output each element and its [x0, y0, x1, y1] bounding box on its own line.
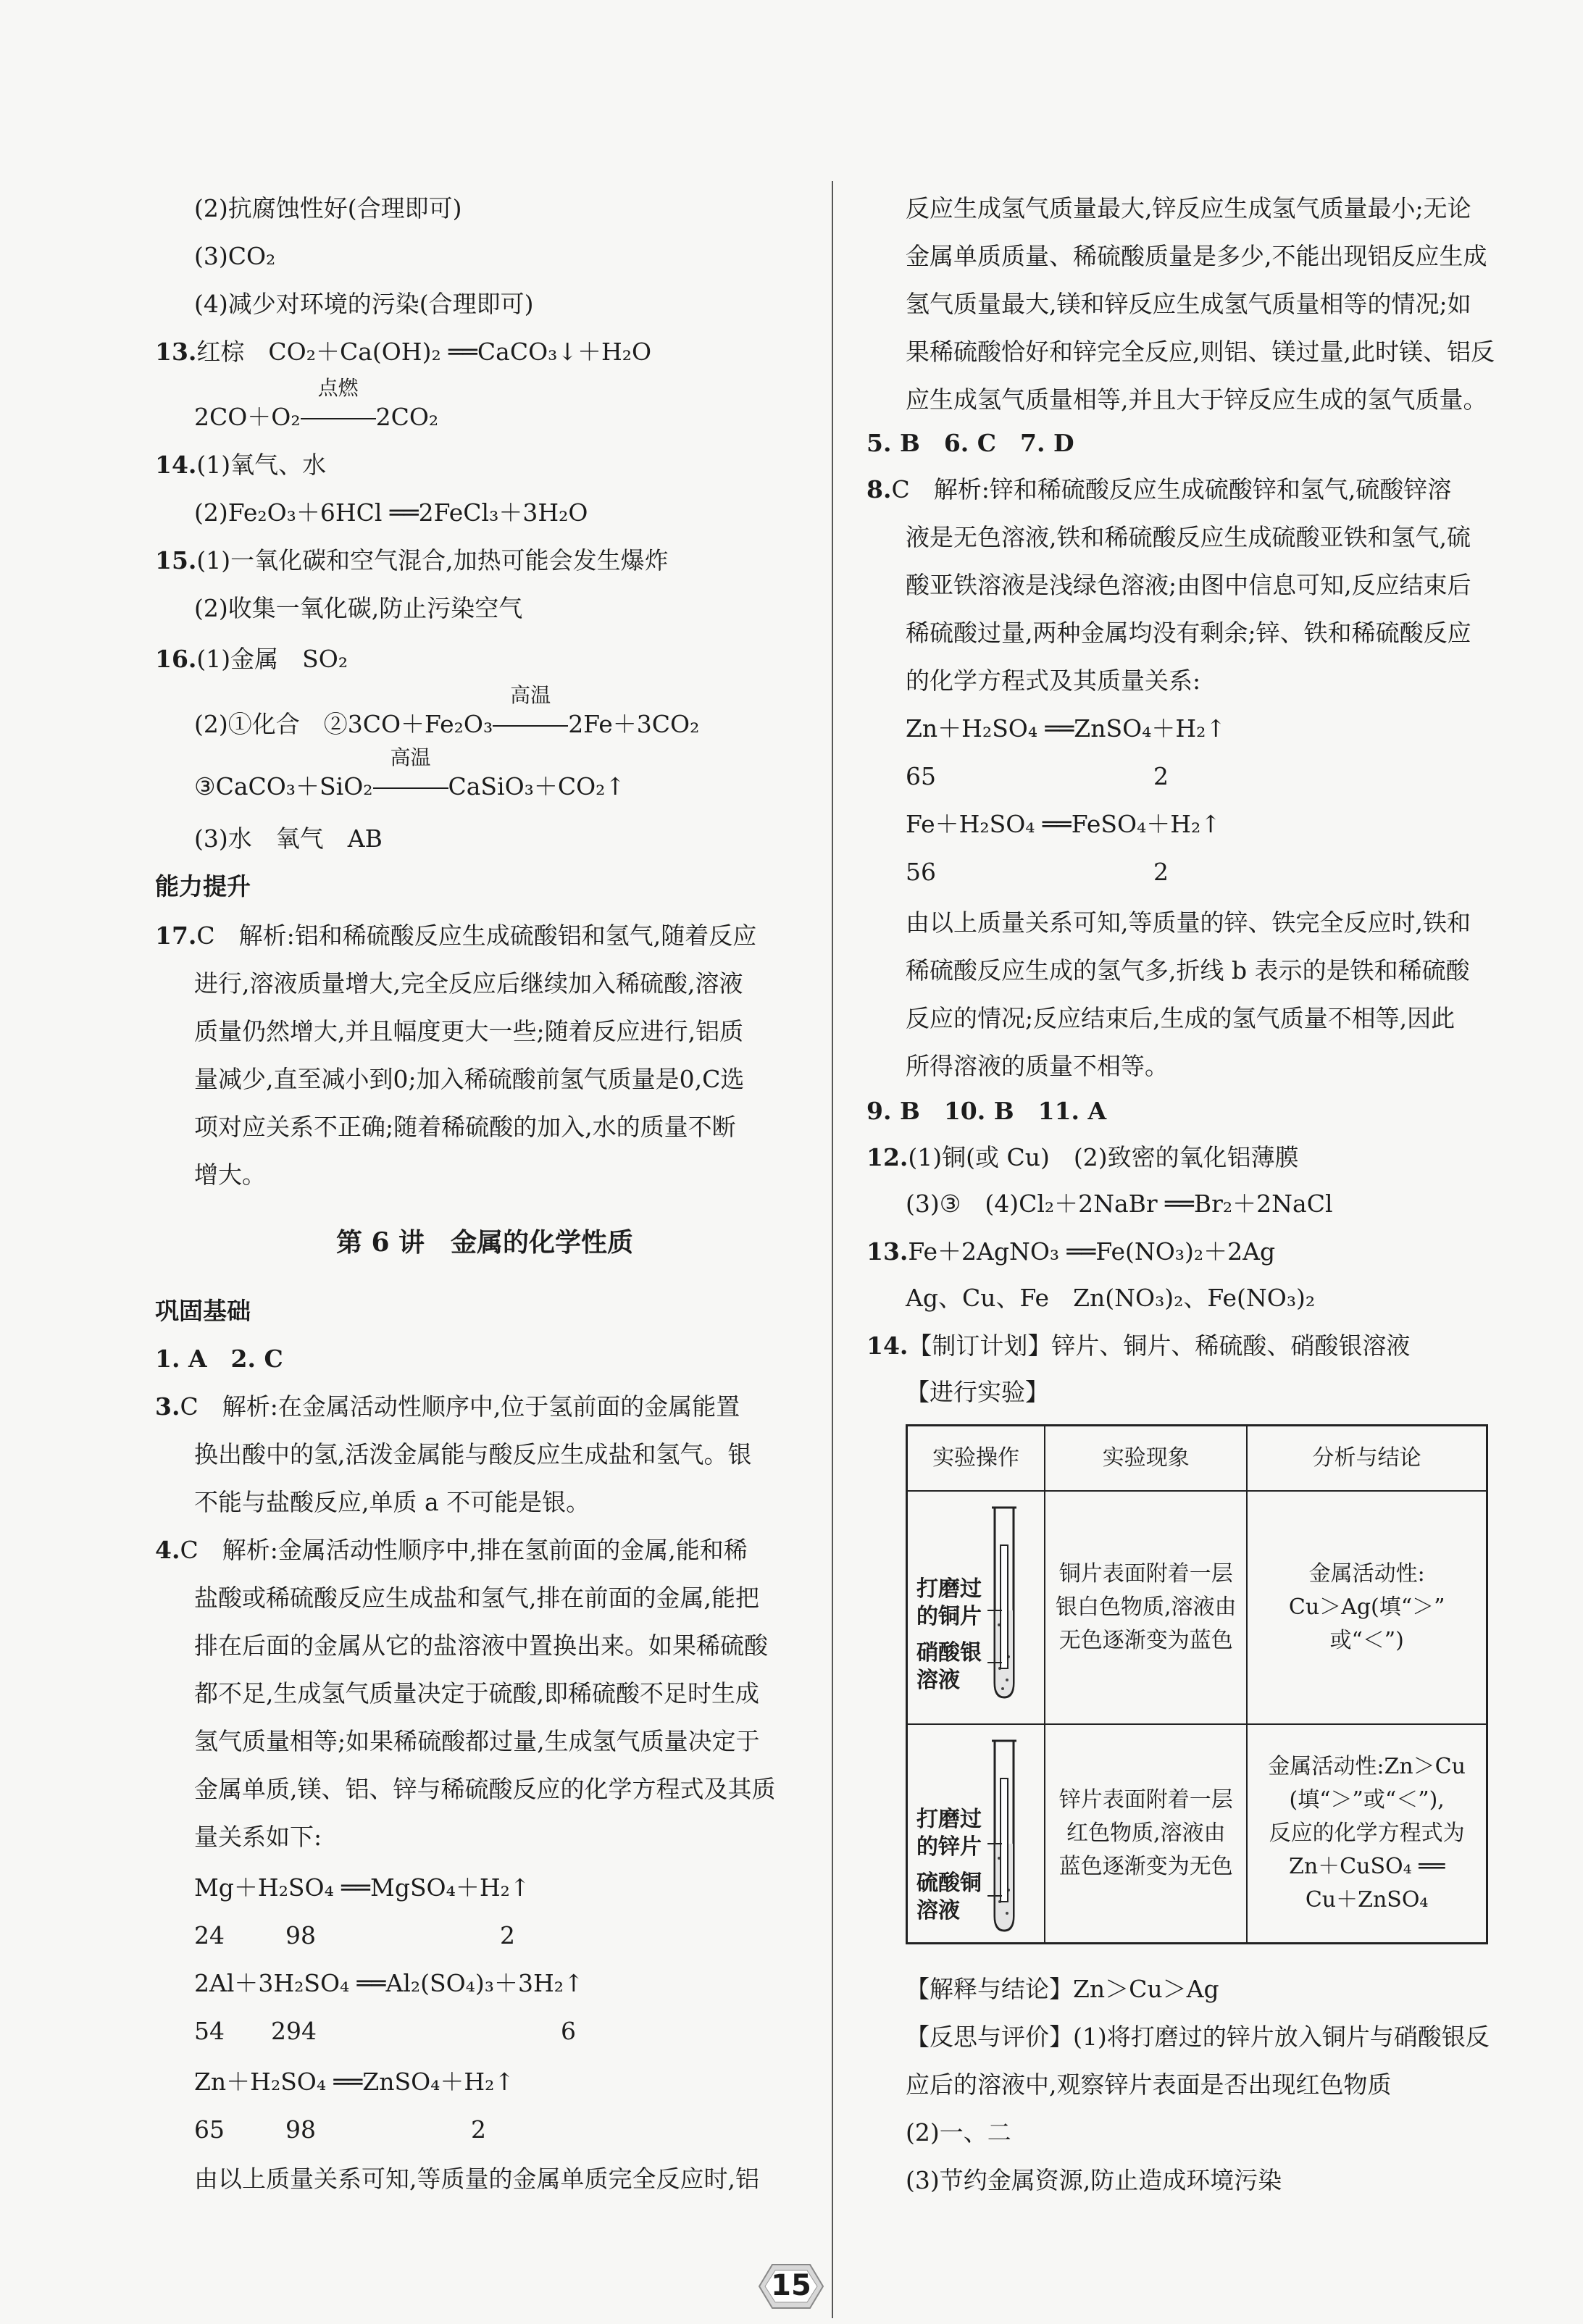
- operation-label: [916, 1639, 982, 1694]
- question-number: 12.: [866, 1143, 909, 1171]
- cell-line: 反应的化学方程式为: [1269, 1821, 1465, 1846]
- equation-right: 2Fe＋3CO₂: [568, 710, 700, 738]
- answer-line: 反应生成氢气质量最大,锌反应生成氢气质量最小;无论: [906, 194, 1471, 222]
- phenomenon-cell: [1045, 1724, 1247, 1944]
- cell-line: 金属活动性:: [1308, 1561, 1425, 1587]
- question-number: 17.: [155, 921, 197, 950]
- cell-line: 锌片表面附着一层: [1058, 1787, 1233, 1813]
- question-number: 13.: [155, 338, 197, 366]
- answer-line: 由以上质量关系可知,等质量的锌、铁完全反应时,铁和: [906, 908, 1471, 937]
- answer-line: 金属单质,镁、铝、锌与稀硫酸反应的化学方程式及其质: [194, 1775, 776, 1803]
- mass-value: 6: [561, 2017, 576, 2045]
- table-header: 分析与结论: [1247, 1426, 1487, 1492]
- equation-line: Mg＋H₂SO₄ ══MgSO₄＋H₂↑: [194, 1873, 530, 1902]
- mass-value: 56: [906, 858, 936, 886]
- cell-line: 或“＜”): [1329, 1628, 1404, 1653]
- answer-line: 【解释与结论】Zn＞Cu＞Ag: [906, 1975, 1219, 2003]
- equation-line: Zn＋H₂SO₄ ══ZnSO₄＋H₂↑: [906, 714, 1227, 743]
- question-15: [155, 545, 669, 577]
- answer: (1)铜(或 Cu) (2)致密的氧化铝薄膜: [908, 1143, 1299, 1171]
- answer-line: 酸亚铁溶液是浅绿色溶液;由图中信息可知,反应结束后: [906, 571, 1471, 599]
- cell-line: 金属活动性:Zn＞Cu: [1268, 1754, 1466, 1779]
- column-divider: [832, 181, 833, 2318]
- answer-line: 9. B 10. B 11. A: [866, 1097, 1107, 1125]
- answer-line: (2)Fe₂O₃＋6HCl ══2FeCl₃＋3H₂O: [194, 498, 588, 527]
- reaction-condition: [373, 745, 448, 803]
- operation-label: [916, 1806, 982, 1861]
- answer-line: 应后的溶液中,观察锌片表面是否出现红色物质: [906, 2070, 1392, 2099]
- chapter-title: 第 6 讲 金属的化学性质: [335, 1227, 634, 1258]
- answer-line: 稀硫酸过量,两种金属均没有剩余;锌、铁和稀硫酸反应: [906, 619, 1471, 647]
- answer-line: 金属单质质量、稀硫酸质量是多少,不能出现铝反应生成: [906, 242, 1487, 270]
- answer: Fe＋2AgNO₃ ══Fe(NO₃)₂＋2Ag: [908, 1237, 1276, 1266]
- conclusion-cell: [1247, 1724, 1487, 1944]
- equation-left: ③CaCO₃＋SiO₂: [194, 772, 373, 801]
- mass-value: 54: [194, 2017, 225, 2045]
- cell-line: 银白色物质,溶液由: [1055, 1594, 1237, 1620]
- answer-line: 氢气质量最大,镁和锌反应生成氢气质量相等的情况;如: [906, 290, 1471, 318]
- question-number: 8.: [866, 475, 892, 503]
- cell-line: 铜片表面附着一层: [1058, 1561, 1233, 1587]
- answer-line: (3)节约金属资源,防止造成环境污染: [906, 2166, 1282, 2194]
- question-16: [155, 643, 348, 675]
- answer-line: 氢气质量相等;如果稀硫酸都过量,生成氢气质量决定于: [194, 1727, 760, 1755]
- question-8: [866, 474, 1451, 506]
- equation: CO₂＋Ca(OH)₂ ══CaCO₃↓＋H₂O: [268, 338, 652, 366]
- mass-value: 65: [194, 2115, 225, 2144]
- mass-value: 2: [471, 2115, 486, 2144]
- equation-line: 2Al＋3H₂SO₄ ══Al₂(SO₄)₃＋3H₂↑: [194, 1969, 584, 1997]
- equation-right: CaSiO₃＋CO₂↑: [448, 772, 626, 801]
- cell-line: (填“＞”或“＜”),: [1289, 1787, 1445, 1813]
- table-header-row: [907, 1426, 1487, 1492]
- question-number: 15.: [155, 546, 197, 574]
- cell-line: 无色逐渐变为蓝色: [1058, 1628, 1233, 1653]
- question-17: [155, 920, 756, 952]
- cell-line: Cu＋ZnSO₄: [1305, 1887, 1429, 1913]
- mass-value: 2: [1153, 762, 1169, 790]
- condition-label: 高温: [390, 745, 431, 769]
- question-4: [155, 1534, 748, 1566]
- mass-value: 2: [500, 1921, 515, 1949]
- mass-value: 294: [271, 2017, 317, 2045]
- mass-value: 65: [906, 762, 936, 790]
- equation-line: [194, 683, 700, 740]
- answer-line: 增大。: [194, 1161, 266, 1189]
- equation-line: Zn＋H₂SO₄ ══ZnSO₄＋H₂↑: [194, 2068, 515, 2096]
- answer-line: 液是无色溶液,铁和稀硫酸反应生成硫酸亚铁和氢气,硫: [906, 523, 1471, 551]
- page-number-badge: [756, 2260, 826, 2312]
- answer: (1)氧气、水: [196, 451, 327, 479]
- section-title: 巩固基础: [155, 1297, 251, 1325]
- answer: C 解析:铝和稀硫酸反应生成硫酸铝和氢气,随着反应: [196, 921, 757, 950]
- answer-line: (2)收集一氧化碳,防止污染空气: [194, 594, 523, 622]
- answer-line: 由以上质量关系可知,等质量的金属单质完全反应时,铝: [194, 2165, 759, 2193]
- table-header: 实验现象: [1045, 1426, 1247, 1492]
- answer: C 解析:金属活动性顺序中,排在氢前面的金属,能和稀: [180, 1536, 748, 1564]
- answer-line: (2)一、二: [906, 2118, 1011, 2147]
- answer-line: 1. A 2. C: [155, 1345, 283, 1373]
- answer-line: 果稀硫酸恰好和锌完全反应,则铝、镁过量,此时镁、铝反: [906, 338, 1495, 366]
- question-number: 14.: [866, 1332, 909, 1360]
- operation-label: [916, 1576, 982, 1631]
- table-row: [907, 1724, 1487, 1944]
- table-header: 实验操作: [907, 1426, 1045, 1492]
- answer-line: 的化学方程式及其质量关系:: [906, 666, 1201, 695]
- answer-line: 量关系如下:: [194, 1823, 322, 1851]
- question-number: 14.: [155, 451, 197, 479]
- operation-label-text: 打磨过 的锌片: [916, 1807, 982, 1860]
- answer-line: 【进行实验】: [906, 1378, 1049, 1406]
- answer-line: (4)减少对环境的污染(合理即可): [194, 290, 534, 318]
- operation-cell: [907, 1491, 1045, 1724]
- answer-line: 项对应关系不正确;随着稀硫酸的加入,水的质量不断: [194, 1113, 736, 1141]
- section-title: 能力提升: [155, 872, 251, 900]
- answer-line: (3)③ (4)Cl₂＋2NaBr ══Br₂＋2NaCl: [906, 1190, 1333, 1218]
- answer-line: 进行,溶液质量增大,完全反应后继续加入稀硫酸,溶液: [194, 969, 743, 998]
- answer: 【制订计划】锌片、铜片、稀硫酸、硝酸银溶液: [908, 1332, 1411, 1360]
- reaction-condition: [301, 376, 376, 433]
- question-number: 4.: [155, 1536, 180, 1564]
- phenomenon-cell: [1045, 1491, 1247, 1724]
- table-row: [907, 1491, 1487, 1724]
- answer-line: 应生成氢气质量相等,并且大于锌反应生成的氢气质量。: [906, 385, 1487, 414]
- question-14: [866, 1330, 1410, 1362]
- answer-line: 质量仍然增大,并且幅度更大一些;随着反应进行,铝质: [194, 1017, 744, 1045]
- cell-line: Cu＞Ag(填“＞”: [1288, 1594, 1445, 1620]
- answer-line: 5. B 6. C 7. D: [866, 429, 1074, 457]
- answer-line: 【反思与评价】(1)将打磨过的锌片放入铜片与硝酸银反: [906, 2023, 1490, 2051]
- question-number: 13.: [866, 1237, 909, 1266]
- equation-line: [194, 745, 626, 803]
- mass-value: 98: [285, 1921, 316, 1949]
- test-tube-icon: [987, 1735, 1038, 1938]
- operation-cell: [907, 1724, 1045, 1944]
- question-12: [866, 1142, 1299, 1174]
- experiment-table: [906, 1424, 1488, 1944]
- answer-line: 排在后面的金属从它的盐溶液中置换出来。如果稀硫酸: [194, 1631, 768, 1660]
- answer: 红棕: [196, 338, 245, 366]
- answer: C 解析:在金属活动性顺序中,位于氢前面的金属能置: [180, 1392, 740, 1421]
- conclusion-cell: [1247, 1491, 1487, 1724]
- cell-line: Zn＋CuSO₄ ══: [1289, 1854, 1445, 1879]
- condition-label: 点燃: [317, 376, 359, 400]
- answer-line: 都不足,生成氢气质量决定于硫酸,即稀硫酸不足时生成: [194, 1679, 759, 1708]
- answer-line: (2)抗腐蚀性好(合理即可): [194, 194, 462, 222]
- question-13: [866, 1236, 1275, 1268]
- equation-line: Fe＋H₂SO₄ ══FeSO₄＋H₂↑: [906, 810, 1221, 838]
- mass-value: 24: [194, 1921, 225, 1949]
- equation-line: [194, 376, 439, 433]
- question-number: 16.: [155, 645, 197, 673]
- condition-label: 高温: [510, 683, 551, 707]
- question-number: 3.: [155, 1392, 180, 1421]
- test-tube-icon: [987, 1502, 1038, 1705]
- answer-line: 量减少,直至减小到0;加入稀硫酸前氢气质量是0,C选: [194, 1065, 745, 1093]
- question-3: [155, 1391, 740, 1423]
- operation-label: [916, 1870, 982, 1925]
- page-number: 15: [771, 2269, 811, 2302]
- operation-label-text: 硝酸银 溶液: [916, 1640, 982, 1693]
- operation-label-text: 硫酸铜 溶液: [916, 1871, 982, 1923]
- answer-line: 不能与盐酸反应,单质 a 不可能是银。: [194, 1488, 590, 1516]
- answer: C 解析:锌和稀硫酸反应生成硫酸锌和氢气,硫酸锌溶: [891, 475, 1452, 503]
- answer: (1)金属 SO₂: [196, 645, 348, 673]
- answer-line: 盐酸或稀硫酸反应生成盐和氢气,排在前面的金属,能把: [194, 1584, 759, 1612]
- answer-line: 换出酸中的氢,活泼金属能与酸反应生成盐和氢气。银: [194, 1440, 752, 1468]
- answer-line: (3)水 氧气 AB: [194, 824, 383, 853]
- answer: (1)一氧化碳和空气混合,加热可能会发生爆炸: [196, 546, 669, 574]
- answer-line: 稀硫酸反应生成的氢气多,折线 b 表示的是铁和稀硫酸: [906, 956, 1470, 985]
- equation-right: 2CO₂: [375, 403, 439, 431]
- answer-line: 反应的情况;反应结束后,生成的氢气质量不相等,因此: [906, 1004, 1455, 1032]
- answer-line: Ag、Cu、Fe Zn(NO₃)₂、Fe(NO₃)₂: [906, 1284, 1316, 1312]
- equation-left: 2CO＋O₂: [194, 403, 301, 431]
- cell-line: 红色物质,溶液由: [1066, 1821, 1226, 1846]
- question-14: [155, 449, 326, 481]
- mass-value: 98: [285, 2115, 316, 2144]
- cell-line: 蓝色逐渐变为无色: [1058, 1854, 1233, 1879]
- equation-left: (2)①化合 ②3CO＋Fe₂O₃: [194, 710, 493, 738]
- answer-line: 所得溶液的质量不相等。: [906, 1052, 1169, 1080]
- question-13: [155, 336, 651, 368]
- operation-label-text: 打磨过 的铜片: [916, 1576, 982, 1629]
- answer-line: (3)CO₂: [194, 242, 276, 270]
- mass-value: 2: [1153, 858, 1169, 886]
- reaction-condition: [493, 683, 568, 740]
